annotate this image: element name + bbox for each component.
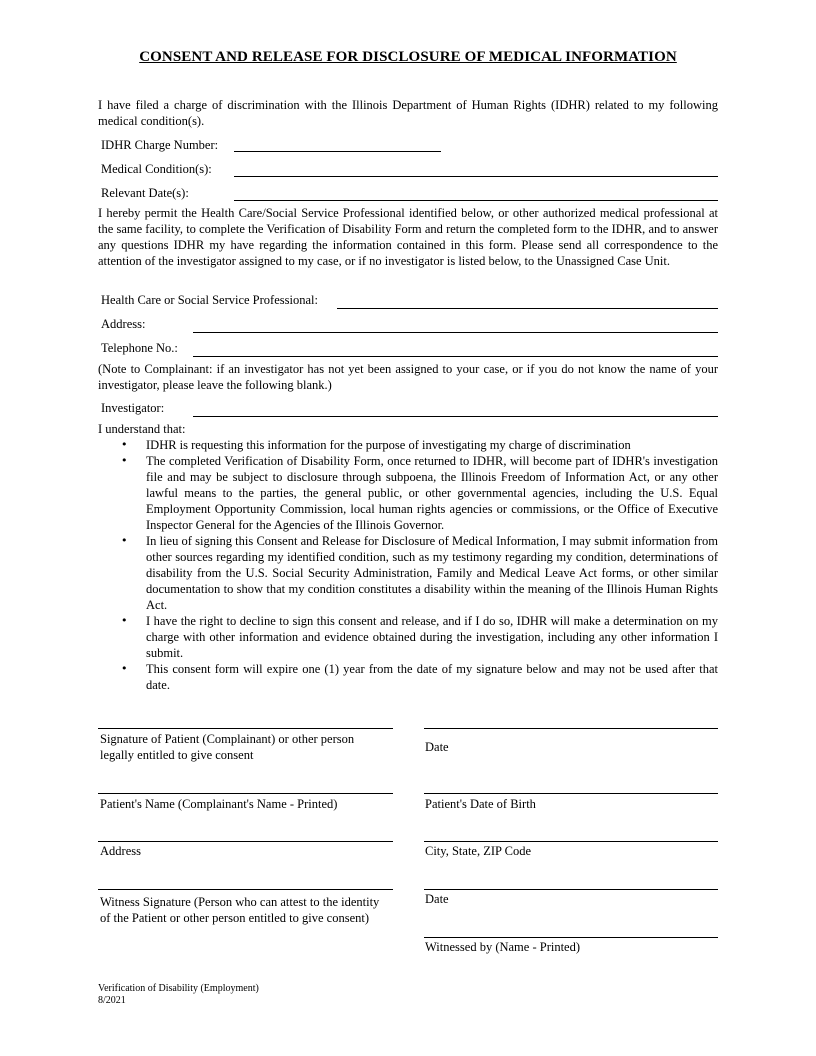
date-label-1: Date	[425, 740, 449, 754]
witnessed-by-line[interactable]	[424, 937, 718, 938]
understand-heading: I understand that:	[98, 422, 186, 436]
date-line-1[interactable]	[424, 728, 718, 729]
footer-revision: 8/2021	[98, 995, 126, 1006]
investigator-label: Investigator:	[101, 401, 165, 415]
city-state-zip-line[interactable]	[424, 841, 718, 842]
patient-name-line[interactable]	[98, 793, 393, 794]
witness-signature-label: Witness Signature (Person who can attest to the identity of the Patient or other person entitled to give consent)	[100, 895, 380, 925]
address-line[interactable]	[98, 841, 393, 842]
patient-dob-label: Patient's Date of Birth	[425, 797, 536, 811]
patient-signature-label: Signature of Patient (Complainant) or other person legally entitled to give consent	[100, 732, 355, 762]
patient-name-label: Patient's Name (Complainant's Name - Printed)	[100, 797, 338, 811]
list-item: • The completed Verification of Disability Form, once returned to IDHR, will become part of IDHR's investigation file and may be subject to disclosure through subpoena, the Illinois Freedom of Information Act, or any other lawful means to the parties, the general public, or other governmental agencies, including the U.S. Equal Employment Opportunity Commission, local human rights agencies or commissions, or the Office of Executive Inspector General for the Agencies of the Illinois Governor.	[98, 453, 718, 533]
list-item: • I have the right to decline to sign this consent and release, and if I do so, IDHR will make a determination on my charge with other information and evidence obtained during the investigation, including any other information I submit.	[98, 613, 718, 661]
date-line-2[interactable]	[424, 889, 718, 890]
date-label-2: Date	[425, 892, 449, 906]
relevant-dates-field[interactable]	[234, 200, 718, 201]
patient-dob-line[interactable]	[424, 793, 718, 794]
address-sig-label: Address	[100, 844, 141, 858]
medical-condition-label: Medical Condition(s):	[101, 162, 212, 176]
medical-condition-field[interactable]	[234, 176, 718, 177]
city-state-zip-label: City, State, ZIP Code	[425, 844, 532, 858]
professional-address-field[interactable]	[193, 332, 718, 333]
patient-signature-line[interactable]	[98, 728, 393, 729]
list-item: • IDHR is requesting this information for the purpose of investigating my charge of discrimination	[98, 437, 718, 453]
permission-paragraph: I hereby permit the Health Care/Social Service Professional identified below, or other authorized medical professional at the same facility, to complete the Verification of Disability Form and return the completed form to the IDHR, and to answer any questions IDHR my have regarding the information contained in this form. Please send all correspondence to the attention of the investigator assigned to my case, or if no investigator is listed below, to the Unassigned Case Unit.	[98, 206, 718, 268]
complainant-note: (Note to Complainant: if an investigator has not yet been assigned to your case, or if you do not know the name of your investigator, please leave the following blank.)	[98, 362, 718, 392]
professional-label: Health Care or Social Service Professional:	[101, 293, 318, 307]
list-item: • In lieu of signing this Consent and Release for Disclosure of Medical Information, I may submit information from other sources regarding my identified condition, such as my testimony regarding my condition, determinations of disability from the U.S. Social Security Administration, Family and Medical Leave Act forms, or other similar documentation to show that my condition constitutes a disability within the meaning of the Illinois Human Rights Act.	[98, 533, 718, 613]
professional-field[interactable]	[337, 308, 718, 309]
footer-form-name: Verification of Disability (Employment)	[98, 983, 259, 994]
page-title: CONSENT AND RELEASE FOR DISCLOSURE OF MEDICAL INFORMATION	[139, 49, 677, 65]
witness-signature-line[interactable]	[98, 889, 393, 890]
intro-paragraph: I have filed a charge of discrimination with the Illinois Department of Human Rights (IDHR) related to my following medical condition(s).	[98, 98, 718, 128]
charge-number-label: IDHR Charge Number:	[101, 138, 219, 152]
relevant-dates-label: Relevant Date(s):	[101, 186, 189, 200]
understanding-list	[98, 437, 718, 693]
telephone-label: Telephone No.:	[101, 341, 178, 355]
charge-number-field[interactable]	[234, 151, 441, 152]
address-label: Address:	[101, 317, 146, 331]
investigator-field[interactable]	[193, 416, 718, 417]
witnessed-by-label: Witnessed by (Name - Printed)	[425, 940, 581, 954]
list-item: • This consent form will expire one (1) year from the date of my signature below and may not be used after that date.	[98, 661, 718, 693]
telephone-field[interactable]	[193, 356, 718, 357]
